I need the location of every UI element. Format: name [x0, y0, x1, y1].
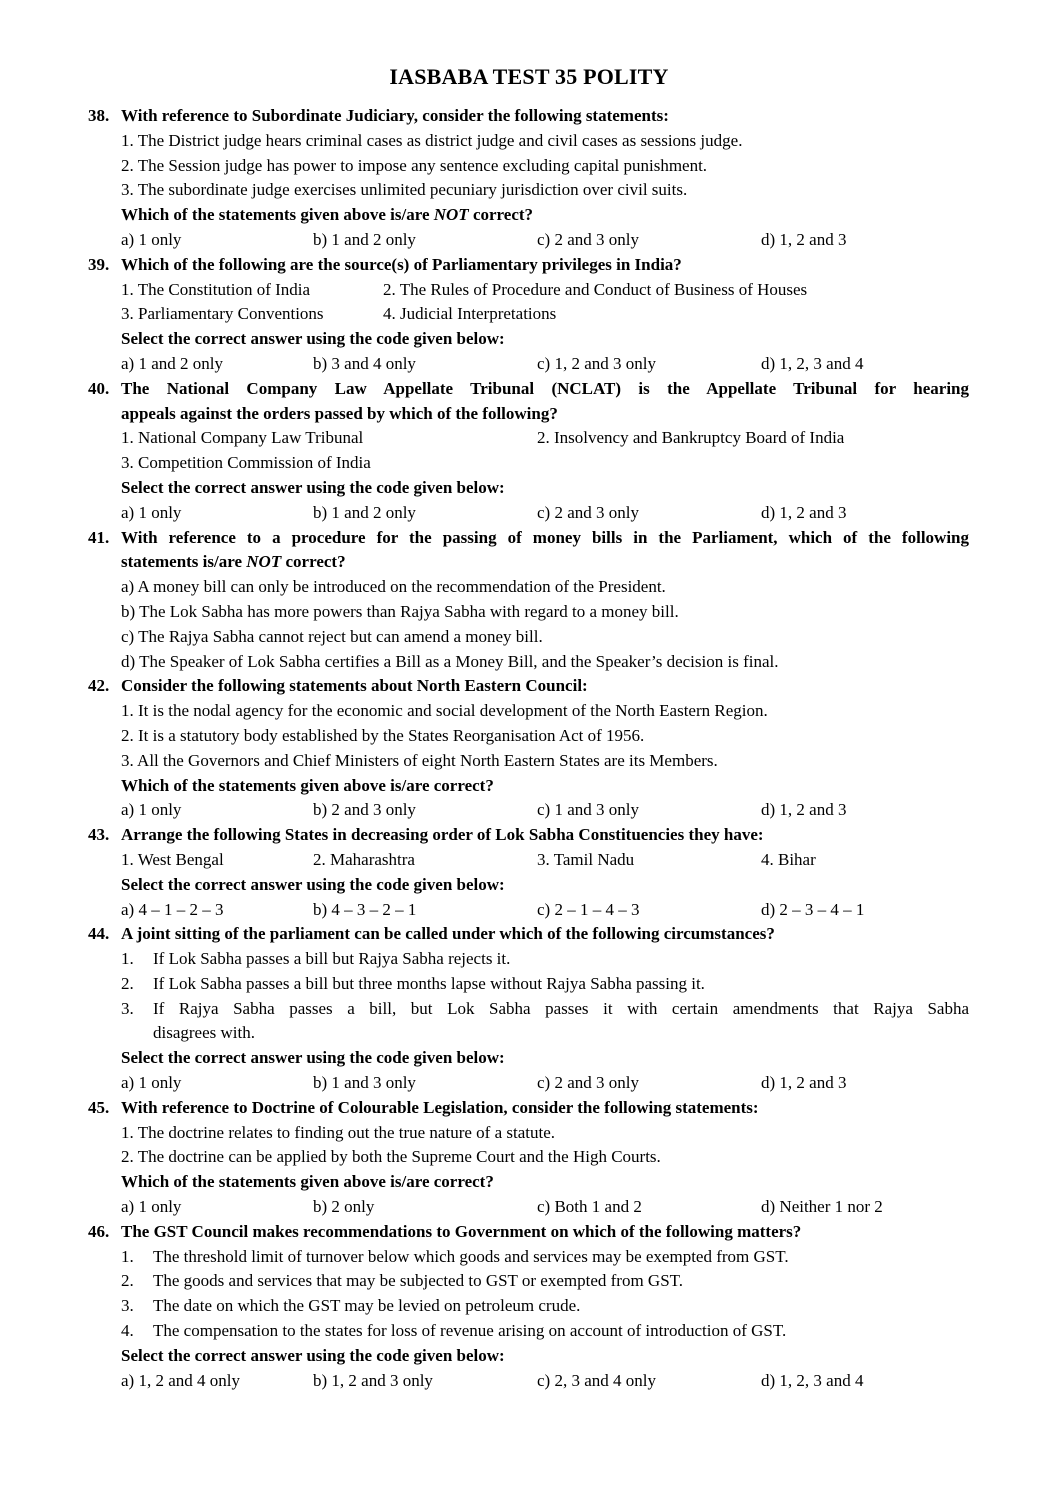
option-b[interactable]: b) 1 and 3 only [313, 1073, 416, 1093]
state-item: 4. Bihar [761, 849, 816, 869]
state-item: 1. West Bengal [121, 849, 224, 869]
statement: 2. The Session judge has power to impose any sentence excluding capital punishment. [121, 155, 708, 175]
question-text: Which of the following are the source(s) of Parliamentary privileges in India? [121, 254, 682, 274]
page-title: IASBABA TEST 35 POLITY [389, 64, 669, 89]
statement: 3. Parliamentary Conventions [121, 304, 324, 324]
statement: 1. The District judge hears criminal cases as district judge and civil cases as sessions judge. [121, 130, 743, 150]
question-text: Consider the following statements about North Eastern Council: [121, 676, 588, 696]
question-41 [0, 526, 1058, 551]
option-d[interactable]: d) 1, 2, 3 and 4 [761, 1370, 864, 1390]
option-a[interactable]: a) 1 only [121, 1073, 182, 1093]
question-number: 43. [88, 825, 110, 845]
option-b[interactable]: b) 2 only [313, 1197, 375, 1217]
option-d[interactable]: d) 1, 2 and 3 [761, 502, 847, 522]
state-item: 2. Maharashtra [313, 849, 415, 869]
question-38 [0, 104, 1058, 129]
option-a[interactable]: a) 1 and 2 only [121, 353, 223, 373]
question-text: The GST Council makes recommendations to Government on which of the following matters? [121, 1221, 802, 1241]
statement-number: 1. [121, 949, 134, 969]
option-c[interactable]: c) 2 and 3 only [537, 502, 639, 522]
option-c[interactable]: c) 2 – 1 – 4 – 3 [537, 899, 640, 919]
statement: If Lok Sabha passes a bill but Rajya Sabha rejects it. [153, 949, 511, 969]
question-46 [0, 1220, 1058, 1245]
option-a[interactable]: a) 1 only [121, 800, 182, 820]
statement-number: 3. [121, 998, 134, 1018]
statement: 1. It is the nodal agency for the economic and social development of the North Eastern Region. [121, 701, 768, 721]
option-c[interactable]: c) 2 and 3 only [537, 229, 639, 249]
option-d[interactable]: d) Neither 1 nor 2 [761, 1197, 883, 1217]
option-a[interactable]: a) 1 only [121, 1197, 182, 1217]
items-row [0, 848, 1058, 873]
option-a[interactable]: a) 1 only [121, 502, 182, 522]
option-b[interactable]: b) 3 and 4 only [313, 353, 416, 373]
options-row [0, 1195, 1058, 1220]
question-45 [0, 1096, 1058, 1121]
option-d[interactable]: d) 1, 2 and 3 [761, 800, 847, 820]
option-a[interactable]: a) 1, 2 and 4 only [121, 1370, 240, 1390]
statement: 2. It is a statutory body established by the States Reorganisation Act of 1956. [121, 725, 645, 745]
statement: If Lok Sabha passes a bill but three months lapse without Rajya Sabha passing it. [153, 973, 705, 993]
options-row [0, 352, 1058, 377]
options-row [0, 1369, 1058, 1394]
statement: 2. The doctrine can be applied by both the Supreme Court and the High Courts. [121, 1147, 661, 1167]
option-c[interactable]: c) 2 and 3 only [537, 1073, 639, 1093]
question-text: With reference to Subordinate Judiciary, consider the following statements: [121, 106, 669, 125]
option-d[interactable]: d) 1, 2 and 3 [761, 1073, 847, 1093]
question-number: 41. [88, 527, 110, 547]
options-row [0, 501, 1058, 526]
statement: The threshold limit of turnover below which goods and services may be exempted from GST. [153, 1246, 789, 1266]
question-number: 39. [88, 254, 110, 274]
statement-number: 1. [121, 1246, 134, 1266]
option-d[interactable]: d) The Speaker of Lok Sabha certifies a Bill as a Money Bill, and the Speaker’s decision is final. [121, 651, 779, 671]
question-text-cont: appeals against the orders passed by which of the following? [121, 403, 558, 423]
question-42 [0, 674, 1058, 699]
options-row [0, 898, 1058, 923]
statement: 4. Judicial Interpretations [383, 304, 557, 324]
statement-number: 2. [121, 1271, 134, 1291]
answer-prompt: Which of the statements given above is/are NOT correct? [121, 205, 534, 225]
option-b[interactable]: b) The Lok Sabha has more powers than Rajya Sabha with regard to a money bill. [121, 601, 679, 621]
statement: The goods and services that may be subjected to GST or exempted from GST. [153, 1271, 684, 1291]
statement-cont: disagrees with. [153, 1023, 255, 1043]
question-number: 38. [88, 106, 110, 125]
statement: 1. National Company Law Tribunal [121, 428, 364, 448]
question-44 [0, 922, 1058, 947]
statement-number: 2. [121, 973, 134, 993]
question-number: 40. [88, 378, 110, 398]
question-39 [0, 253, 1058, 278]
answer-prompt: Select the correct answer using the code given below: [121, 329, 505, 349]
option-c[interactable]: c) 1, 2 and 3 only [537, 353, 656, 373]
options-row [0, 798, 1058, 823]
statement: 1. The doctrine relates to finding out the true nature of a statute. [121, 1122, 555, 1142]
statement-number: 3. [121, 1296, 134, 1316]
statement: 3. All the Governors and Chief Ministers of eight North Eastern States are its Members. [121, 750, 718, 770]
question-list [0, 104, 1058, 1393]
option-c[interactable]: c) Both 1 and 2 [537, 1197, 642, 1217]
option-d[interactable]: d) 1, 2, 3 and 4 [761, 353, 864, 373]
question-text-cont: statements is/are NOT correct? [121, 552, 346, 572]
options-row [0, 1071, 1058, 1096]
question-number: 46. [88, 1221, 110, 1241]
answer-prompt: Which of the statements given above is/are correct? [121, 775, 494, 795]
option-c[interactable]: c) 2, 3 and 4 only [537, 1370, 656, 1390]
answer-prompt: Which of the statements given above is/are correct? [121, 1172, 494, 1192]
question-number: 45. [88, 1097, 110, 1117]
option-c[interactable]: c) The Rajya Sabha cannot reject but can amend a money bill. [121, 626, 543, 646]
statement: 2. The Rules of Procedure and Conduct of Business of Houses [383, 279, 808, 299]
option-b[interactable]: b) 2 and 3 only [313, 800, 416, 820]
answer-prompt: Select the correct answer using the code given below: [121, 477, 505, 497]
statement: 1. The Constitution of India [121, 279, 311, 299]
answer-prompt: Select the correct answer using the code given below: [121, 1048, 505, 1068]
statement-number: 4. [121, 1321, 134, 1341]
question-number: 42. [88, 676, 110, 696]
state-item: 3. Tamil Nadu [537, 849, 635, 869]
statement: 3. Competition Commission of India [121, 453, 371, 473]
answer-prompt: Select the correct answer using the code given below: [121, 874, 505, 894]
option-b[interactable]: b) 1 and 2 only [313, 229, 416, 249]
question-text: A joint sitting of the parliament can be called under which of the following circumstances? [121, 924, 775, 944]
option-b[interactable]: b) 4 – 3 – 2 – 1 [313, 899, 417, 919]
question-text: Arrange the following States in decreasing order of Lok Sabha Constituencies they have: [121, 825, 764, 845]
option-b[interactable]: b) 1 and 2 only [313, 502, 416, 522]
statement: 2. Insolvency and Bankruptcy Board of India [537, 428, 845, 448]
options-row [0, 228, 1058, 253]
statement: The date on which the GST may be levied on petroleum crude. [153, 1296, 581, 1316]
option-d[interactable]: d) 1, 2 and 3 [761, 229, 847, 249]
option-a[interactable]: a) 4 – 1 – 2 – 3 [121, 899, 224, 919]
question-43 [0, 823, 1058, 848]
statement: The compensation to the states for loss of revenue arising on account of introduction of GST. [153, 1321, 787, 1341]
question-number: 44. [88, 924, 110, 944]
question-text: With reference to a procedure for the passing of money bills in the Parliament, which of the following [121, 527, 969, 547]
answer-prompt: Select the correct answer using the code given below: [121, 1345, 505, 1365]
option-a[interactable]: a) A money bill can only be introduced on the recommendation of the President. [121, 577, 666, 597]
option-c[interactable]: c) 1 and 3 only [537, 800, 639, 820]
question-text: With reference to Doctrine of Colourable Legislation, consider the following statements: [121, 1097, 759, 1117]
statement: If Rajya Sabha passes a bill, but Lok Sabha passes it with certain amendments that Rajya Sabha [153, 998, 969, 1018]
option-b[interactable]: b) 1, 2 and 3 only [313, 1370, 433, 1390]
statement: 3. The subordinate judge exercises unlimited pecuniary jurisdiction over civil suits. [121, 180, 688, 200]
question-text: The National Company Law Appellate Tribunal (NCLAT) is the Appellate Tribunal for hearing [121, 378, 969, 398]
option-a[interactable]: a) 1 only [121, 229, 182, 249]
option-d[interactable]: d) 2 – 3 – 4 – 1 [761, 899, 865, 919]
question-40 [0, 377, 1058, 402]
